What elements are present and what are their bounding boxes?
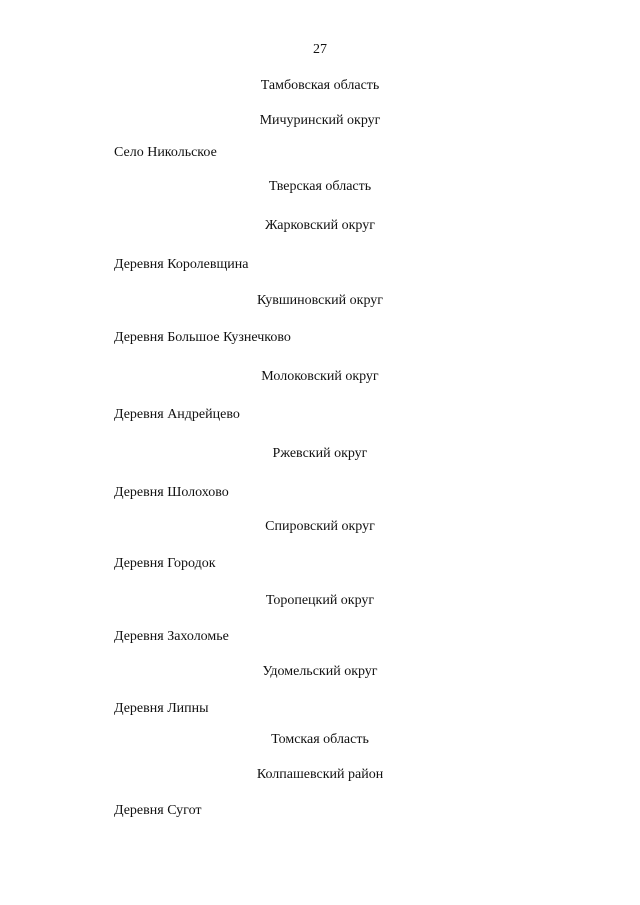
settlement-item-gorodok: Деревня Городок (114, 556, 216, 571)
district-heading-udomelsky: Удомельский округ (262, 664, 378, 679)
district-heading-zharkovsky: Жарковский округ (265, 218, 375, 233)
settlement-item-sholokhovo: Деревня Шолохово (114, 485, 229, 500)
district-heading-michurinsky: Мичуринский округ (259, 113, 381, 128)
region-heading-tomsk: Томская область (271, 732, 369, 747)
settlement-item-sugot: Деревня Сугот (114, 803, 202, 818)
district-heading-spirovsky: Спировский округ (265, 519, 375, 534)
region-heading-tambov: Тамбовская область (260, 78, 380, 93)
district-heading-kolpashevsky: Колпашевский район (256, 767, 384, 782)
settlement-item-lipny: Деревня Липны (114, 701, 209, 716)
page-number: 27 (313, 42, 327, 57)
district-heading-toropetsky: Торопецкий округ (265, 593, 375, 608)
district-heading-rzhevsky: Ржевский округ (272, 446, 368, 461)
settlement-item-zakholomye: Деревня Захоломье (114, 629, 229, 644)
district-heading-kuvshinovsky: Кувшиновский округ (256, 293, 384, 308)
settlement-item-andreytsevo: Деревня Андрейцево (114, 407, 240, 422)
settlement-item-bolshoe-kuznechkovo: Деревня Большое Кузнечково (114, 330, 291, 345)
district-heading-molokovsky: Молоковский округ (261, 369, 379, 384)
region-heading-tver: Тверская область (268, 179, 372, 194)
settlement-item-nikolskoe: Село Никольское (114, 145, 217, 160)
settlement-item-korolevshchina: Деревня Королевщина (114, 257, 249, 272)
